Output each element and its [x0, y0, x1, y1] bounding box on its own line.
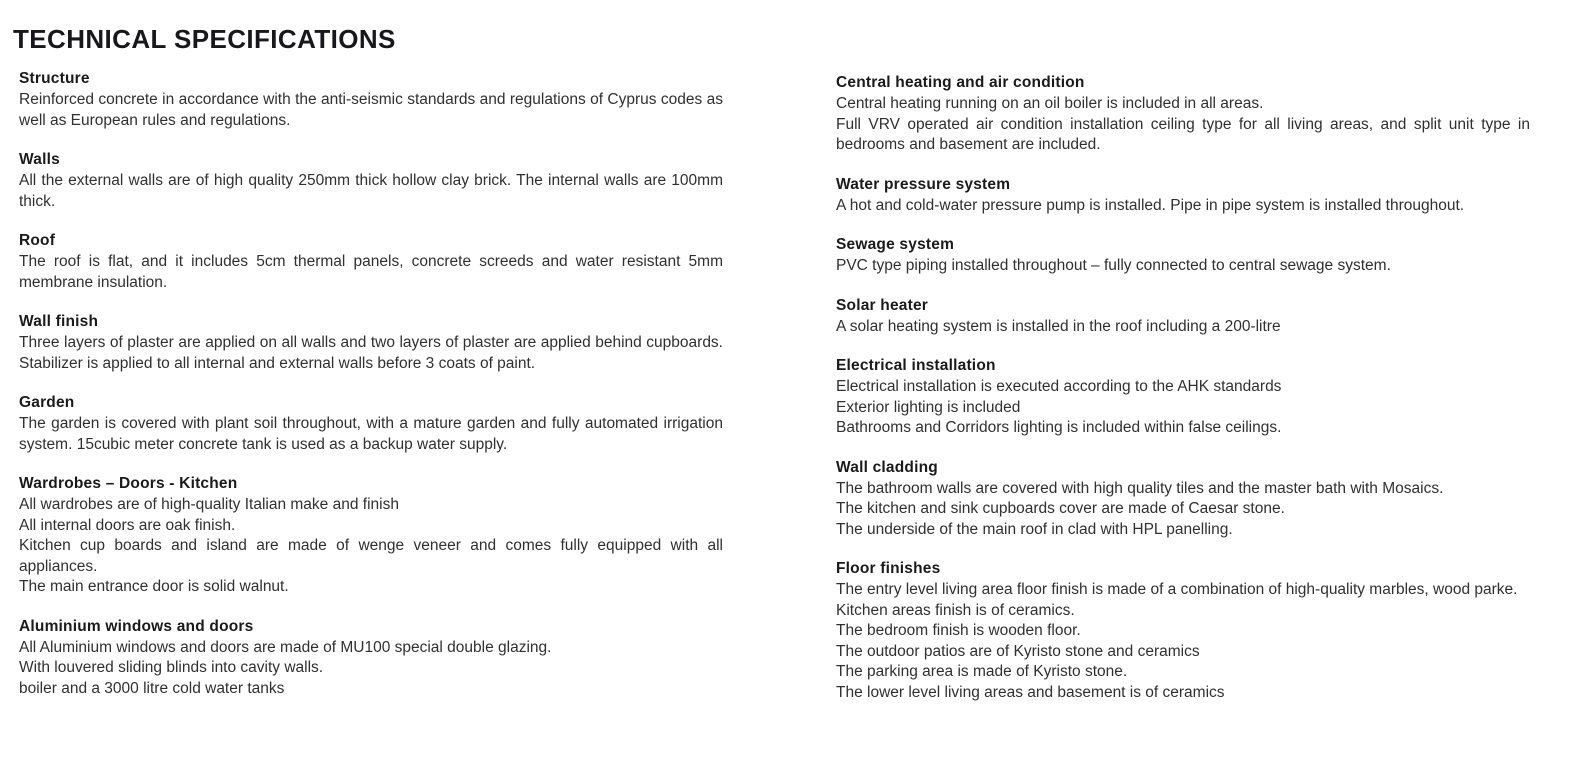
section-paragraph: All internal doors are oak finish.: [19, 516, 236, 534]
spec-section-wardrobes-doors-kitchen: [19, 475, 723, 598]
spec-section-water-pressure-system: [836, 176, 1530, 217]
section-paragraph: A solar heating system is installed in the roof including a 200-litre: [836, 317, 1281, 335]
spec-section-wall-finish: [19, 313, 723, 374]
spec-section-sewage-system: [836, 236, 1530, 277]
columns-container: [19, 70, 1530, 723]
spec-section-roof: [19, 232, 723, 293]
section-paragraph: All Aluminium windows and doors are made of MU100 special double glazing.: [19, 638, 552, 656]
section-paragraph: Central heating running on an oil boiler is included in all areas.: [836, 95, 1264, 112]
page-title: TECHNICAL SPECIFICATIONS: [13, 24, 396, 54]
spec-section-aluminium-windows-and-doors: [19, 618, 723, 700]
spec-section-wall-cladding: [836, 459, 1530, 541]
section-paragraph: The garden is covered with plant soil throughout, with a mature garden and fully automated irrigation system. 15cubic meter concrete tank is used as a backup water supply.: [19, 415, 723, 453]
section-heading: Water pressure system: [836, 175, 1011, 193]
section-paragraph: With louvered sliding blinds into cavity walls.: [19, 659, 324, 676]
section-paragraph: The lower level living areas and basement is of ceramics: [836, 683, 1225, 701]
section-heading: Central heating and air condition: [836, 74, 1085, 91]
section-paragraph: PVC type piping installed throughout – fully connected to central sewage system.: [836, 257, 1391, 274]
section-paragraph: Kitchen areas finish is of ceramics.: [836, 601, 1075, 619]
section-heading: Aluminium windows and doors: [19, 617, 254, 635]
spec-section-electrical-installation: [836, 357, 1530, 439]
section-paragraph: A hot and cold-water pressure pump is installed. Pipe in pipe system is installed throughout.: [836, 196, 1465, 214]
section-heading: Floor finishes: [836, 560, 941, 577]
section-paragraph: The entry level living area floor finish is made of a combination of high-quality marbles, wood parke.: [836, 581, 1518, 598]
left-column: [19, 70, 723, 719]
spec-section-walls: [19, 151, 723, 212]
section-paragraph: The roof is flat, and it includes 5cm thermal panels, concrete screeds and water resistant 5mm membrane insulation.: [19, 253, 723, 291]
section-heading: Structure: [19, 70, 90, 87]
section-paragraph: The parking area is made of Kyristo stone.: [836, 663, 1128, 680]
section-heading: Wall finish: [19, 313, 99, 330]
section-paragraph: boiler and a 3000 litre cold water tanks: [19, 679, 285, 697]
section-paragraph: The bedroom finish is wooden floor.: [836, 622, 1081, 639]
section-paragraph: Reinforced concrete in accordance with the anti-seismic standards and regulations of Cyprus codes as well as European rules and regulations.: [19, 91, 723, 129]
section-paragraph: The main entrance door is solid walnut.: [19, 578, 289, 595]
spec-section-structure: [19, 70, 723, 131]
spec-section-central-heating-and-air-condition: [836, 74, 1530, 156]
section-paragraph: The bathroom walls are covered with high quality tiles and the master bath with Mosaics.: [836, 479, 1444, 497]
spec-section-solar-heater: [836, 297, 1530, 338]
right-column: [836, 70, 1530, 723]
section-paragraph: Full VRV operated air condition installation ceiling type for all living areas, and split unit type in bedrooms and basement are included.: [836, 115, 1530, 153]
section-paragraph: The kitchen and sink cupboards cover are made of Caesar stone.: [836, 500, 1285, 517]
spec-section-garden: [19, 394, 723, 455]
section-paragraph: Three layers of plaster are applied on all walls and two layers of plaster are applied behind cupboards. Stabilizer is applied to all internal and external walls before 3 coats of paint.: [19, 334, 723, 372]
section-paragraph: Exterior lighting is included: [836, 398, 1021, 416]
section-heading: Solar heater: [836, 296, 928, 314]
section-paragraph: All wardrobes are of high-quality Italian make and finish: [19, 496, 399, 513]
section-heading: Sewage system: [836, 236, 955, 253]
section-paragraph: All the external walls are of high quality 250mm thick hollow clay brick. The internal walls are 100mm thick.: [19, 172, 723, 210]
section-heading: Wardrobes – Doors - Kitchen: [19, 475, 238, 492]
section-heading: Wall cladding: [836, 458, 938, 476]
section-paragraph: The outdoor patios are of Kyristo stone and ceramics: [836, 642, 1200, 660]
section-heading: Garden: [19, 394, 75, 411]
section-paragraph: Electrical installation is executed according to the AHK standards: [836, 378, 1282, 395]
section-paragraph: The underside of the main roof in clad with HPL panelling.: [836, 520, 1233, 538]
section-heading: Roof: [19, 232, 56, 249]
section-paragraph: Bathrooms and Corridors lighting is included within false ceilings.: [836, 419, 1282, 436]
section-paragraph: Kitchen cup boards and island are made of wenge veneer and comes fully equipped with all appliances.: [19, 537, 723, 575]
section-heading: Walls: [19, 151, 60, 168]
section-heading: Electrical installation: [836, 357, 996, 374]
spec-section-floor-finishes: [836, 560, 1530, 703]
